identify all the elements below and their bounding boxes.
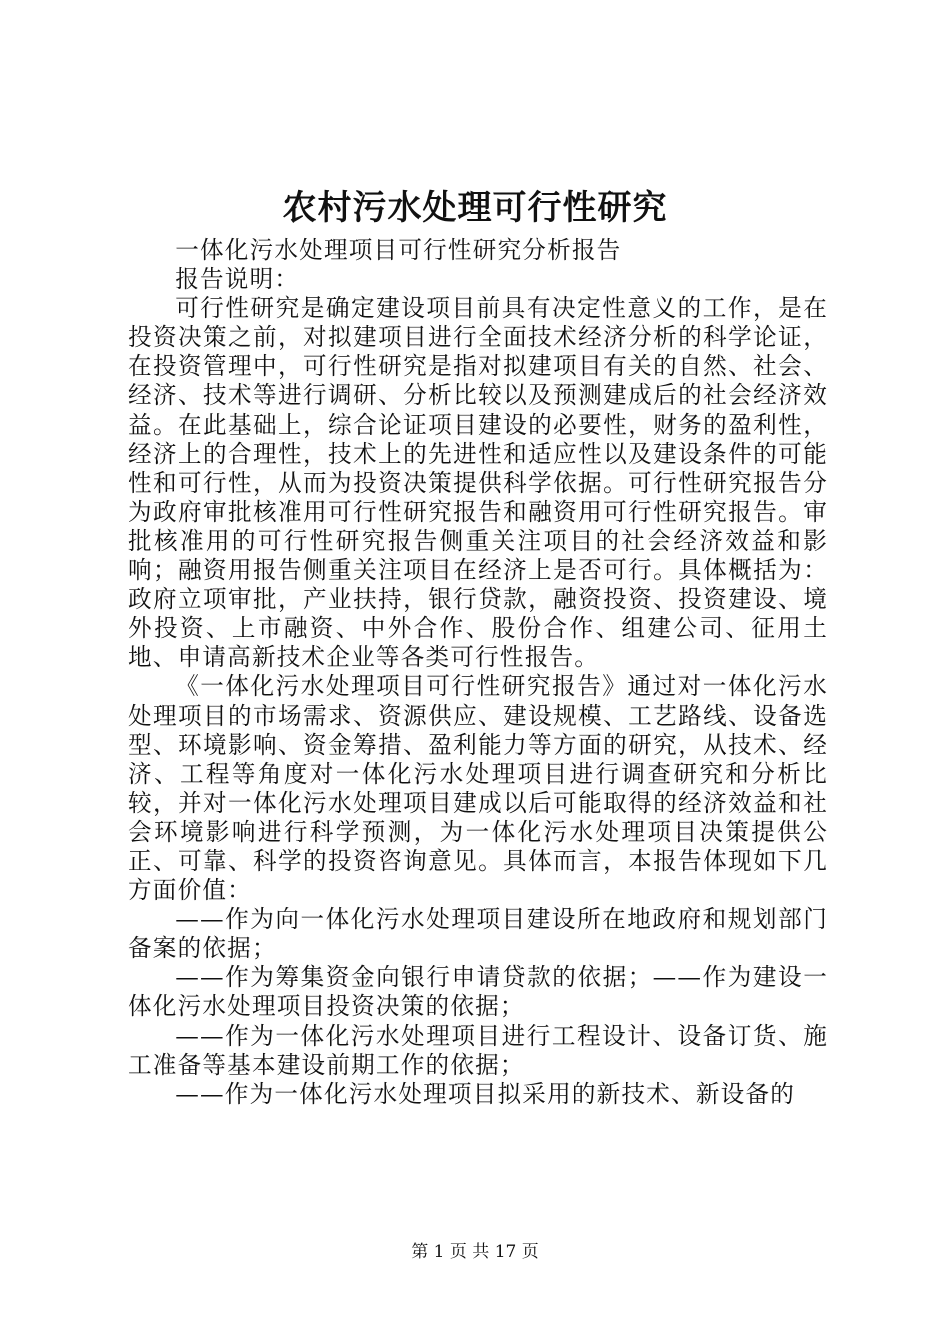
value-item: ——作为向一体化污水处理项目建设所在地政府和规划部门备案的依据；: [128, 905, 828, 963]
value-item: ——作为一体化污水处理项目进行工程设计、设备订货、施工准备等基本建设前期工作的依据；: [128, 1021, 828, 1079]
value-item: ——作为筹集资金向银行申请贷款的依据；——作为建设一体化污水处理项目投资决策的依据；: [128, 963, 828, 1021]
value-item: ——作为一体化污水处理项目拟采用的新技术、新设备的: [175, 1079, 796, 1108]
body-paragraph: 《一体化污水处理项目可行性研究报告》通过对一体化污水处理项目的市场需求、资源供应、建设规模、工艺路线、设备选型、环境影响、资金筹措、盈利能力等方面的研究，从技术、经济、工程等角度对一体化污水处理项目进行调查研究和分析比较，并对一体化污水处理项目建成以后可能取得的经济效益和社会环境影响进行科学预测，为一体化污水处理项目决策提供公正、可靠、科学的投资咨询意见。具体而言，本报告体现如下几方面价值：: [128, 672, 828, 905]
body-paragraph: 可行性研究是确定建设项目前具有决定性意义的工作，是在投资决策之前，对拟建项目进行全面技术经济分析的科学论证，在投资管理中，可行性研究是指对拟建项目有关的自然、社会、经济、技术等进行调研、分析比较以及预测建成后的社会经济效益。在此基础上，综合论证项目建设的必要性，财务的盈利性，经济上的合理性，技术上的先进性和适应性以及建设条件的可能性和可行性，从而为投资决策提供科学依据。可行性研究报告分为政府审批核准用可行性研究报告和融资用可行性研究报告。审批核准用的可行性研究报告侧重关注项目的社会经济效益和影响；融资用报告侧重关注项目在经济上是否可行。具体概括为：政府立项审批，产业扶持，银行贷款，融资投资、投资建设、境外投资、上市融资、中外合作、股份合作、组建公司、征用土地、申请高新技术企业等各类可行性报告。: [128, 294, 828, 672]
subtitle-paragraph: 一体化污水处理项目可行性研究分析报告: [175, 236, 622, 264]
report-note-heading: 报告说明：: [175, 265, 300, 294]
document-title: 农村污水处理可行性研究: [282, 188, 668, 228]
document-body: [128, 236, 828, 1109]
page-footer: 第 1 页 共 17 页: [411, 1242, 539, 1262]
